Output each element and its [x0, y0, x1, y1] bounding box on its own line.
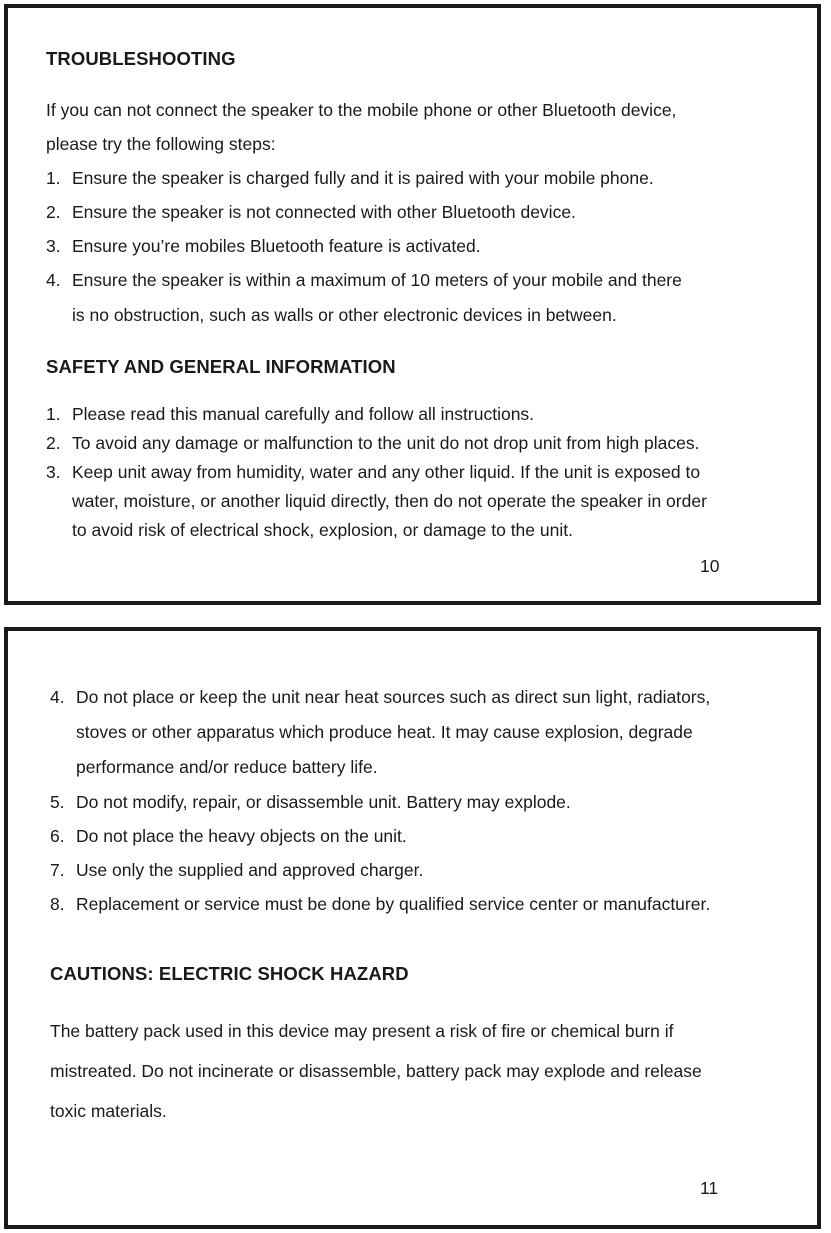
- item-text-continued: water, moisture, or another liquid directly, then do not operate the speaker in order: [72, 491, 707, 511]
- step-text: Ensure the speaker is charged fully and it is paired with your mobile phone.: [72, 168, 654, 188]
- item-text: Do not modify, repair, or disassemble unit. Battery may explode.: [76, 792, 571, 812]
- item-text: Do not place or keep the unit near heat sources such as direct sun light, radiators,: [76, 687, 711, 707]
- item-number: 4.: [50, 687, 65, 707]
- manual-page-11: [4, 627, 821, 1229]
- item-number: 6.: [50, 826, 65, 846]
- page-number: 11: [700, 1178, 719, 1198]
- item-text: Please read this manual carefully and follow all instructions.: [72, 404, 535, 424]
- item-number: 3.: [46, 462, 61, 482]
- item-number: 2.: [46, 433, 61, 453]
- step-number: 4.: [46, 270, 61, 290]
- troubleshooting-heading: TROUBLESHOOTING: [46, 48, 236, 69]
- step-number: 2.: [46, 202, 61, 222]
- item-number: 1.: [46, 404, 61, 424]
- item-number: 8.: [50, 894, 65, 914]
- item-text: Keep unit away from humidity, water and any other liquid. If the unit is exposed to: [72, 462, 701, 482]
- troubleshooting-intro-line-2: please try the following steps:: [46, 134, 276, 154]
- item-text: Do not place the heavy objects on the unit.: [76, 826, 407, 846]
- item-number: 7.: [50, 860, 65, 880]
- item-text: Use only the supplied and approved charger.: [76, 860, 424, 880]
- cautions-text-line: toxic materials.: [50, 1101, 167, 1121]
- step-text: Ensure the speaker is within a maximum of 10 meters of your mobile and there: [72, 270, 682, 290]
- step-number: 3.: [46, 236, 61, 256]
- manual-page-10: [4, 4, 821, 605]
- item-text-continued: stoves or other apparatus which produce heat. It may cause explosion, degrade: [76, 722, 693, 742]
- step-number: 1.: [46, 168, 61, 188]
- step-text-continued: is no obstruction, such as walls or other electronic devices in between.: [72, 305, 617, 325]
- item-number: 5.: [50, 792, 65, 812]
- cautions-text-line: The battery pack used in this device may present a risk of fire or chemical burn if: [50, 1021, 674, 1041]
- item-text: Replacement or service must be done by qualified service center or manufacturer.: [76, 894, 711, 914]
- step-text: Ensure the speaker is not connected with other Bluetooth device.: [72, 202, 576, 222]
- cautions-text-line: mistreated. Do not incinerate or disassemble, battery pack may explode and release: [50, 1061, 702, 1081]
- item-text-continued: to avoid risk of electrical shock, explosion, or damage to the unit.: [72, 520, 573, 540]
- item-text-continued: performance and/or reduce battery life.: [76, 757, 378, 777]
- page-number: 10: [700, 556, 720, 576]
- step-text: Ensure you’re mobiles Bluetooth feature is activated.: [72, 236, 481, 256]
- troubleshooting-intro-line-1: If you can not connect the speaker to the mobile phone or other Bluetooth device,: [46, 100, 677, 120]
- cautions-heading: CAUTIONS: ELECTRIC SHOCK HAZARD: [50, 963, 409, 984]
- safety-heading: SAFETY AND GENERAL INFORMATION: [46, 356, 396, 377]
- item-text: To avoid any damage or malfunction to the unit do not drop unit from high places.: [72, 433, 700, 453]
